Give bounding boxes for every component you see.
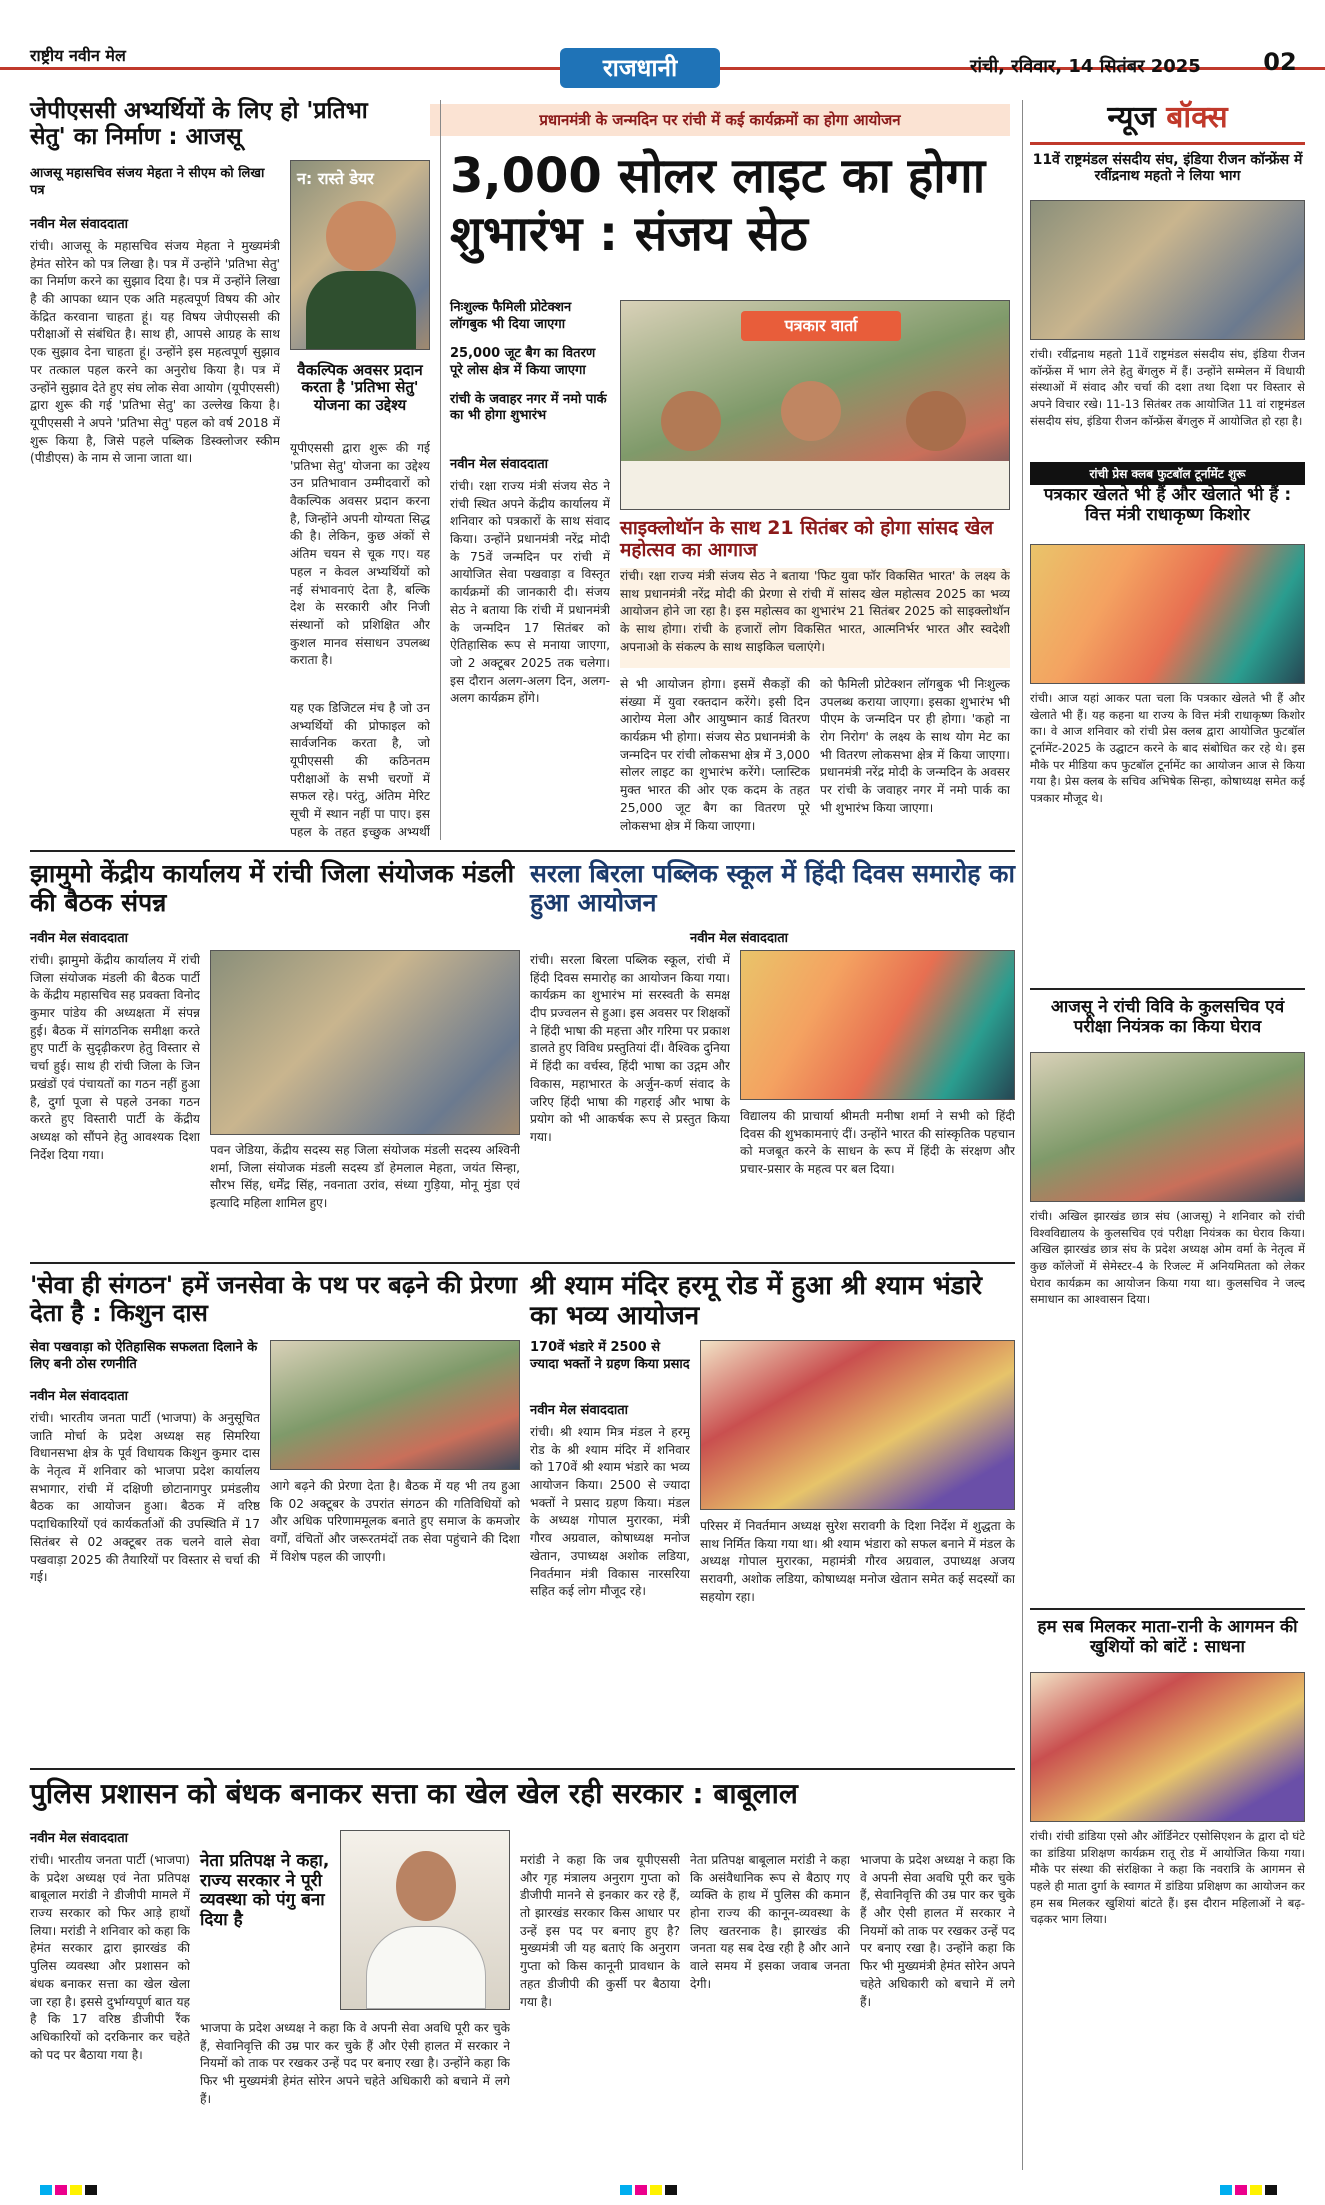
newsbox-item2-head: पत्रकार खेलते भी हैं और खेलाते भी हैं : वित्त मंत्री राधाकृष्ण किशोर bbox=[1043, 485, 1292, 525]
cyan-swatch bbox=[620, 2185, 632, 2195]
magenta-swatch bbox=[635, 2185, 647, 2195]
newsbox-item1-head: 11वें राष्ट्रमंडल संसदीय संघ, इंडिया रीजन कॉन्फ्रेंस में रवींद्रनाथ महतो ने लिया भाग bbox=[1032, 152, 1303, 185]
babulal-pullquote: नेता प्रतिपक्ष ने कहा, राज्य सरकार ने पूरी व्यवस्था को पंगु बना दिया है bbox=[200, 1851, 330, 1930]
news-box-title bbox=[1030, 96, 1305, 140]
babulal-body: रांची। भारतीय जनता पार्टी (भाजपा) के प्रदेश अध्यक्ष एवं नेता प्रतिपक्ष बाबूलाल मरांडी ने डीजीपी मामले में राज्य सरकार को फिर आड़े हाथों लिया। मरांडी ने शनिवार को कहा कि हेमंत सरकार द्वारा झारखंड की पुलिस व्यवस्था और प्रशासन को बंधक बनाकर सत्ता का खेल खेला जा रहा है। इससे दुर्भाग्यपूर्ण बात यह है कि 17 वरिष्ठ डीजीपी रैंक अधिकारियों को दरकिनार कर चहेते को पद पर बैठाया गया है। bbox=[30, 1853, 190, 2062]
yellow-swatch bbox=[1250, 2185, 1262, 2195]
cyan-swatch bbox=[1220, 2185, 1232, 2195]
shyam-bullet: 170वें भंडारे में 2500 से ज्यादा भक्तों ने ग्रहण किया प्रसाद bbox=[530, 1340, 690, 1372]
babulal-body5: भाजपा के प्रदेश अध्यक्ष ने कहा कि वे अपनी सेवा अवधि पूरी कर चुके हैं, सेवानिवृत्ति की उम्र पार कर चुके हैं और ऐसी हालत में सरकार ने नियमों को ताक पर रखकर उन्हें पद पर बनाए रखा है। उन्होंने कहा कि फिर भी मुख्यमंत्री हेमंत सोरेन अपने चहेते अधिकारी को बचाने में लगे हैं। bbox=[860, 1853, 1015, 2009]
table-surface bbox=[621, 461, 1009, 509]
seva-body-cont: आगे बढ़ने की प्रेरणा देता है। बैठक में यह भी तय हुआ कि 02 अक्टूबर के उपरांत संगठन की गतिविधियों को और अधिक परिणाममूलक बनाते हुए समाज के कमजोर वर्गों, वंचितों और जरूरतमंदों तक सेवा पहुंचाने की दिशा में विशेष पहल की जाएगी। bbox=[270, 1479, 520, 1564]
black-swatch bbox=[1265, 2185, 1277, 2195]
registration-marks bbox=[1220, 2180, 1280, 2199]
seva-bullet: सेवा पखवाड़ा को ऐतिहासिक सफलता दिलाने के लिए बनी ठोस रणनीति bbox=[30, 1340, 258, 1372]
person-figure bbox=[906, 391, 966, 451]
babulal-byline: नवीन मेल संवाददाता bbox=[30, 1831, 128, 1846]
sarla-headline: सरला बिरला पब्लिक स्कूल में हिंदी दिवस समारोह का हुआ आयोजन bbox=[530, 859, 1015, 917]
shyam-headline: श्री श्याम मंदिर हरमू रोड में हुआ श्री श्याम भंडारे का भव्य आयोजन bbox=[530, 1271, 983, 1331]
cyclothon-body: रांची। रक्षा राज्य मंत्री संजय सेठ ने बताया 'फिट युवा फॉर विकसित भारत' के लक्ष्य के साथ प्रधानमंत्री नरेंद्र मोदी की प्रेरणा से रांची में सांसद खेल महोत्सव 2025 का भव्य आयोजन होने जा रहा है। इस महोत्सव का शुभारंभ 21 सितंबर 2025 को साइक्लोथॉन के साथ होगा। रांची के हजारों लोग विकसित भारत, आत्मनिर्भर भारत और स्वदेशी अपनाओ के संकल्प के साथ साइकिल चलाएंगे। bbox=[620, 568, 1010, 668]
newsbox-item1-photo bbox=[1030, 200, 1305, 340]
bhandara-photo bbox=[700, 1340, 1015, 1510]
jmm-body: रांची। झामुमो केंद्रीय कार्यालय में रांची जिला संयोजक मंडली की बैठक पार्टी के केंद्रीय महासचिव सह प्रवक्ता विनोद कुमार पांडेय की अध्यक्षता में संपन्न हुई। बैठक में सांगठनिक समीक्षा करते हुए पार्टी के सुदृढ़ीकरण हेतु विस्तार से चर्चा हुई। साथ ही रांची जिला के जिन प्रखंडों एवं पंचायतों का गठन नहीं हुआ है, दुर्गा पूजा से पहले उनका गठन करते हुए विस्तारी पार्टी के केंद्रीय अध्यक्ष को सौंपने हेतु आवश्यक दिशा निर्देश दिया गया। bbox=[30, 953, 200, 1162]
jmm-headline: झामुमो केंद्रीय कार्यालय में रांची जिला संयोजक मंडली की बैठक संपन्न bbox=[30, 859, 515, 917]
babulal-body4: नेता प्रतिपक्ष बाबूलाल मरांडी ने कहा कि असंवैधानिक रूप से बैठाए गए व्यक्ति के हाथ में पुलिस की कमान होना राज्य की कानून-व्यवस्था के लिए खतरनाक है। झारखंड की जनता यह सब देख रही है और आने वाले समय में इसका जवाब जनता देगी। bbox=[690, 1853, 850, 1991]
newsbox-item2-body: रांची। आज यहां आकर पता चला कि पत्रकार खेलते भी हैं और खेलाते भी हैं। यह कहना था राज्य के वित्त मंत्री राधाकृष्ण किशोर का। वे आज शनिवार को रांची प्रेस क्लब द्वारा आयोजित फुटबॉल टूर्नामेंट-2025 के उद्घाटन करने के बाद संबोधित कर रहे थे। इस मौके पर मीडिया कप फुटबॉल टूर्नामेंट का आयोजन आज से किया गया है। प्रेस क्लब के सचिव अभिषेक सिन्हा, कोषाध्यक्ष समेत कई पत्रकार मौजूद थे। bbox=[1030, 691, 1305, 806]
seva-meeting-photo bbox=[270, 1340, 520, 1470]
magenta-swatch bbox=[1235, 2185, 1247, 2195]
babulal-headline: पुलिस प्रशासन को बंधक बनाकर सत्ता का खेल खेल रही सरकार : बाबूलाल bbox=[30, 1777, 798, 1810]
portrait-face bbox=[326, 201, 396, 271]
dateline: रांची, रविवार, 14 सितंबर 2025 bbox=[970, 56, 1201, 77]
sarla-byline: नवीन मेल संवाददाता bbox=[690, 931, 788, 946]
cyan-swatch bbox=[40, 2185, 52, 2195]
newsbox-item4-body: रांची। रांची डांडिया एसो और ऑर्डिनेटर एसोसिएशन के द्वारा दो घंटे का डांडिया प्रशिक्षण कार्यक्रम रातू रोड में आयोजित किया गया। मौके पर संस्था की संरक्षिका ने कहा कि नवरात्रि के आगमन से पहले ही माता दुर्गा के स्वागत में डांडिया प्रशिक्षण का आयोजन कर हम सब मिलकर खुशियां बांटते हैं। इस दौरान महिलाओं ने बढ़-चढ़कर भाग लिया। bbox=[1030, 1829, 1305, 1927]
jmm-caption: पवन जेडिया, केंद्रीय सदस्य सह जिला संयोजक मंडली सदस्य अश्विनी शर्मा, जिला संयोजक मंडली सदस्य डॉ हेमलाल मेहता, जयंत सिन्हा, सौरभ सिंह, धर्मेंद्र सिंह, नवनाता उरांव, संध्या गुड़िया, मोनू मुंडा एवं इत्यादि महिला शामिल हुए। bbox=[210, 1143, 520, 1211]
press-banner: पत्रकार वार्ता bbox=[741, 311, 901, 341]
solar-body: रांची। रक्षा राज्य मंत्री संजय सेठ ने रांची स्थित अपने केंद्रीय कार्यालय में शनिवार को पत्रकारों के साथ संवाद किया। उन्होंने प्रधानमंत्री नरेंद्र मोदी के 75वें जन्मदिन पर रांची में आयोजित सेवा पखवाड़ा व विस्तृत कार्यक्रमों की जानकारी दी। संजय सेठ ने बताया कि रांची में प्रधानमंत्री के जन्मदिन 17 सितंबर को ऐतिहासिक रूप से मनाया जाएगा, जो 2 अक्टूबर 2025 तक चलेगा। इस दौरान अलग-अलग दिन, अलग-अलग कार्यक्रम होंगे। bbox=[450, 479, 610, 706]
news-box-rule bbox=[1030, 142, 1305, 145]
jmm-byline: नवीन मेल संवाददाता bbox=[30, 931, 128, 946]
pratibha-photo-text: न: रास्ते डेयर bbox=[297, 169, 374, 188]
solar-col3: से भी आयोजन होगा। इसमें सैकड़ों की संख्या में युवा रक्तदान करेंगे। इसी दिन आरोग्य मेला और आयुष्मान कार्ड वितरण कार्यक्रम भी होगा। संजय सेठ प्रधानमंत्री के जन्मदिन पर रांची लोकसभा क्षेत्र में 3,000 सोलर लाइट का शुभारंभ करेंगे। प्लास्टिक मुक्त भारत की ओर एक कदम के तहत 25,000 जूट बैग का वितरण पूरे लोकसभा क्षेत्र में किया जाएगा। bbox=[620, 677, 810, 833]
solar-bullet: निःशुल्क फैमिली प्रोटेक्शन लॉगबुक भी दिया जाएगा bbox=[450, 300, 572, 332]
page-number: 02 bbox=[1263, 48, 1297, 76]
seva-byline: नवीन मेल संवाददाता bbox=[30, 1389, 128, 1404]
pratibha-photo bbox=[290, 160, 430, 350]
newsbox-item3-photo bbox=[1030, 1052, 1305, 1202]
black-swatch bbox=[85, 2185, 97, 2195]
section-rule bbox=[30, 850, 1015, 852]
jmm-meeting-photo bbox=[210, 950, 520, 1135]
newsbox-item1-body: रांची। रवींद्रनाथ महतो 11वें राष्ट्रमंडल संसदीय संघ, इंडिया रीजन कॉन्फ्रेंस में भाग लेने हेतु बेंगलुरु में हैं। उन्होंने सम्मेलन में विधायी संस्थाओं में संवाद और चर्चा की दशा तथा दिशा पर विस्तार से अपने विचार रखे। 11-13 सितंबर तक आयोजित 11 वां राष्ट्रमंडल संसदीय संघ, इंडिया रीजन कॉन्फ्रेंस बेंगलुरु में आयोजित हो रहा है। bbox=[1030, 347, 1305, 428]
solar-bullet: रांची के जवाहर नगर में नमो पार्क का भी होगा शुभारंभ bbox=[450, 391, 607, 424]
newsbox-item3-body: रांची। अखिल झारखंड छात्र संघ (आजसू) ने शनिवार को रांची विश्वविद्यालय के कुलसचिव एवं परीक्षा नियंत्रक का घेराव किया। अखिल झारखंड छात्र संघ के प्रदेश अध्यक्ष ओम वर्मा के नेतृत्व में कुछ कॉलेजों में सेमेस्टर-4 के रिजल्ट में अनियमितता को लेकर घेराव कार्यक्रम का आयोजन किया गया था। कुलसचिव ने जल्द समाधान का आश्वासन दिया। bbox=[1030, 1209, 1305, 1307]
newsbox-item3-head: आजसू ने रांची विवि के कुलसचिव एवं परीक्षा नियंत्रक का किया घेराव bbox=[1050, 997, 1285, 1037]
pratibha-body: रांची। आजसू के महासचिव संजय मेहता ने मुख्यमंत्री हेमंत सोरेन को पत्र लिखा है। पत्र में उन्होंने 'प्रतिभा सेतु' का निर्माण करने का सुझाव दिया है। पत्र में उन्होंने लिखा है की आपका ध्यान एक अति महत्वपूर्ण विषय की ओर केंद्रित करवाना चाहता हूं। यह विषय जेपीएससी की परीक्षाओं से संबंधित है। साथ ही, आपसे आग्रह के साथ एक सुझाव देना चाहता हूं। उन्होंने इस महत्वपूर्ण सुझाव पर तत्काल पहल करने का अनुरोध किया है। पत्र में उन्होंने सुझाव देते हुए संघ लोक सेवा आयोग (यूपीएससी) द्वारा शुरू की गई 'प्रतिभा सेतु' का उल्लेख किया है। यूपीएससी ने अपने 'प्रतिभा सेतु' पहल को वर्ष 2018 में शुरू किया है, जिसे पहले पब्लिक डिस्क्लोजर स्कीम (पीडीएस) के नाम से जाना जाता था। bbox=[30, 239, 280, 466]
solar-col4: को फैमिली प्रोटेक्शन लॉगबुक भी निःशुल्क उपलब्ध कराया जाएगा। इसका शुभारंभ भी पीएम के जन्मदिन पर ही होगा। 'कहो ना रोग निरोग' के लक्ष्य के साथ योग मेट का भी वितरण लोकसभा क्षेत्र में किया जाएगा। प्रधानमंत्री नरेंद्र मोदी के जन्मदिन के अवसर पर रांची के जवाहर नगर में नमो पार्क का भी शुभारंभ किया जाएगा। bbox=[820, 677, 1010, 815]
section-rule bbox=[1030, 1608, 1305, 1610]
solar-headline: 3,000 सोलर लाइट का होगा शुभारंभ : संजय सेठ bbox=[450, 148, 986, 262]
yellow-swatch bbox=[650, 2185, 662, 2195]
news-box-title-b: बॉक्स bbox=[1166, 100, 1228, 135]
portrait-body bbox=[366, 1926, 486, 2009]
yellow-swatch bbox=[70, 2185, 82, 2195]
babulal-body2: भाजपा के प्रदेश अध्यक्ष ने कहा कि वे अपनी सेवा अवधि पूरी कर चुके हैं, सेवानिवृत्ति की उम्र पार कर चुके हैं और ऐसी हालत में सरकार ने नियमों को ताक पर रखकर उन्हें पद पर बनाए रखा है। उन्होंने कहा कि फिर भी मुख्यमंत्री हेमंत सोरेन अपने चहेते अधिकारी को बचाने में लगे हैं। bbox=[200, 2021, 510, 2106]
babulal-body3: मरांडी ने कहा कि जब यूपीएससी और गृह मंत्रालय अनुराग गुप्ता को डीजीपी मानने से इनकार कर रहे हैं, तो झारखंड सरकार किस आधार पर उन्हें इस पद पर बनाए हुए है? मुख्यमंत्री जी यह बताएं कि अनुराग गुप्ता को किस कानूनी प्रावधान के तहत डीजीपी की कुर्सी पर बैठाया गया है। bbox=[520, 1853, 680, 2009]
column-divider bbox=[1022, 100, 1023, 2170]
press-conference-photo bbox=[620, 300, 1010, 510]
shyam-byline: नवीन मेल संवाददाता bbox=[530, 1403, 628, 1418]
babulal-portrait bbox=[340, 1830, 510, 2010]
paper-name: राष्ट्रीय नवीन मेल bbox=[30, 46, 126, 65]
portrait-body bbox=[306, 271, 416, 349]
newsbox-item4-photo bbox=[1030, 1672, 1305, 1822]
sarla-event-photo bbox=[740, 950, 1015, 1100]
pratibha-bullet: आजसू महासचिव संजय मेहता ने सीएम को लिखा पत्र bbox=[30, 166, 265, 198]
magenta-swatch bbox=[55, 2185, 67, 2195]
shyam-body-cont: परिसर में निवर्तमान अध्यक्ष सुरेश सरावगी के दिशा निर्देश में शुद्धता के साथ निर्मित किया गया था। श्री श्याम भंडारा को सफल बनाने में मंडल के अध्यक्ष गोपाल मुरारका, महामंत्री गौरव अग्रवाल, उपाध्यक्ष अजय सरावगी, अशोक लडिया, कोषाध्यक्ष मनोज खेतान समेत कई सदस्यों का सहयोग रहा। bbox=[700, 1519, 1015, 1604]
newsbox-item4-head: हम सब मिलकर माता-रानी के आगमन की खुशियों को बांटें : साधना bbox=[1037, 1617, 1298, 1657]
seva-headline: 'सेवा ही संगठन' हमें जनसेवा के पथ पर बढ़ने की प्रेरणा देता है : किशुन दास bbox=[30, 1271, 518, 1327]
shyam-body: रांची। श्री श्याम मित्र मंडल ने हरमू रोड के श्री श्याम मंदिर में शनिवार को 170वें श्री श्याम भंडारे का भव्य आयोजन किया। 2500 से ज्यादा भक्तों ने प्रसाद ग्रहण किया। मंडल के अध्यक्ष गोपाल मुरारका, मंत्री गौरव अग्रवाल, कोषाध्यक्ष मनोज खेतान, उपाध्यक्ष अशोक लडिया, निवर्तमान मंत्री विकास नारसरिया सहित कई लोग मौजूद रहे। bbox=[530, 1425, 690, 1599]
registration-marks bbox=[40, 2180, 100, 2199]
section-rule bbox=[1030, 988, 1305, 990]
top-kicker: प्रधानमंत्री के जन्मदिन पर रांची में कई कार्यक्रमों का होगा आयोजन bbox=[430, 104, 1010, 136]
solar-bullet: 25,000 जूट बैग का वितरण पूरे लोस क्षेत्र में किया जाएगा bbox=[450, 345, 596, 378]
newsbox-item2-photo bbox=[1030, 544, 1305, 684]
section-rule bbox=[30, 1262, 1015, 1264]
pratibha-headline: जेपीएससी अभ्यर्थियों के लिए हो 'प्रतिभा सेतु' का निर्माण : आजसू bbox=[30, 98, 368, 151]
registration-marks bbox=[620, 2180, 680, 2199]
pratibha-sidebar-body: यूपीएससी द्वारा शुरू की गई 'प्रतिभा सेतु' योजना का उद्देश्य उन प्रतिभावान उम्मीदवारों को वैकल्पिक अवसर प्रदान करना है, जिन्होंने अपनी योग्यता सिद्ध की है। लेकिन, कुछ अंकों से अंतिम चयन से चूक गए। यह पहल न केवल अभ्यर्थियों को नई संभावनाएं देता है, बल्कि देश के सरकारी और निजी संस्थानों को प्रशिक्षित और कुशल मानव संसाधन उपलब्ध कराता है। bbox=[290, 441, 430, 668]
cyclothon-headline: साइक्लोथॉन के साथ 21 सितंबर को होगा सांसद खेल महोत्सव का आगाज bbox=[620, 517, 994, 561]
portrait-face bbox=[396, 1851, 456, 1921]
person-figure bbox=[661, 391, 721, 451]
black-swatch bbox=[665, 2185, 677, 2195]
section-tab: राजधानी bbox=[560, 48, 720, 88]
news-box-title-a: न्यूज bbox=[1107, 100, 1156, 135]
masthead bbox=[0, 0, 1325, 82]
solar-byline: नवीन मेल संवाददाता bbox=[450, 457, 548, 472]
column-divider bbox=[440, 100, 441, 840]
pratibha-byline: नवीन मेल संवाददाता bbox=[30, 217, 128, 232]
section-rule bbox=[30, 1768, 1015, 1770]
pratibha-sidebar-title: वैकल्पिक अवसर प्रदान करता है 'प्रतिभा सेतु' योजना का उद्देश्य bbox=[297, 361, 423, 414]
newsbox-item2-kicker: रांची प्रेस क्लब फुटबॉल टूर्नामेंट शुरू bbox=[1030, 462, 1305, 485]
sarla-body: रांची। सरला बिरला पब्लिक स्कूल, रांची में हिंदी दिवस समारोह का आयोजन किया गया। कार्यक्रम का शुभारंभ मां सरस्वती के समक्ष दीप प्रज्वलन से हुआ। इस अवसर पर शिक्षकों ने हिंदी भाषा की महत्ता और गरिमा पर प्रकाश डालते हुए विविध प्रस्तुतियां दीं। वैश्विक दुनिया में हिंदी का वर्चस्व, हिंदी भाषा का उद्गम और विकास, महाभारत के अर्जुन-कर्ण संवाद के जरिए हिंदी भाषा की गहराई और भाषा के प्रयोग को भी आकर्षक रूप से प्रस्तुत किया गया। bbox=[530, 953, 730, 1144]
solar-bullets bbox=[450, 300, 610, 425]
seva-body: रांची। भारतीय जनता पार्टी (भाजपा) के अनुसूचित जाति मोर्चा के प्रदेश अध्यक्ष सह सिमरिया विधानसभा क्षेत्र के पूर्व विधायक किशुन कुमार दास के नेतृत्व में शनिवार को भाजपा प्रदेश कार्यालय सभागार, रांची में दक्षिणी छोटानागपुर प्रमंडलीय बैठक का आयोजन हुआ। बैठक में वरिष्ठ पदाधिकारियों एवं कार्यकर्ताओं की उपस्थिति में 17 सितंबर से 02 अक्टूबर तक चलने वाले सेवा पखवाड़ा 2025 की तैयारियों पर विस्तार से चर्चा की गई। bbox=[30, 1411, 260, 1585]
sarla-body-cont: विद्यालय की प्राचार्या श्रीमती मनीषा शर्मा ने सभी को हिंदी दिवस की शुभकामनाएं दीं। उन्होंने भारत की सांस्कृतिक पहचान को मजबूत करने के साधन के रूप में हिंदी के संरक्षण और प्रचार-प्रसार के महत्व पर बल दिया। bbox=[740, 1109, 1015, 1177]
person-figure bbox=[781, 381, 841, 441]
pratibha-body-cont: यह एक डिजिटल मंच है जो उन अभ्यर्थियों की प्रोफाइल को सार्वजनिक करता है, जो यूपीएससी की कठिनतम परीक्षाओं के सभी चरणों में सफल रहे। परंतु, अंतिम मेरिट सूची में स्थान नहीं पा पाए। इस पहल के तहत इच्छुक अभ्यर्थी bbox=[290, 701, 430, 839]
